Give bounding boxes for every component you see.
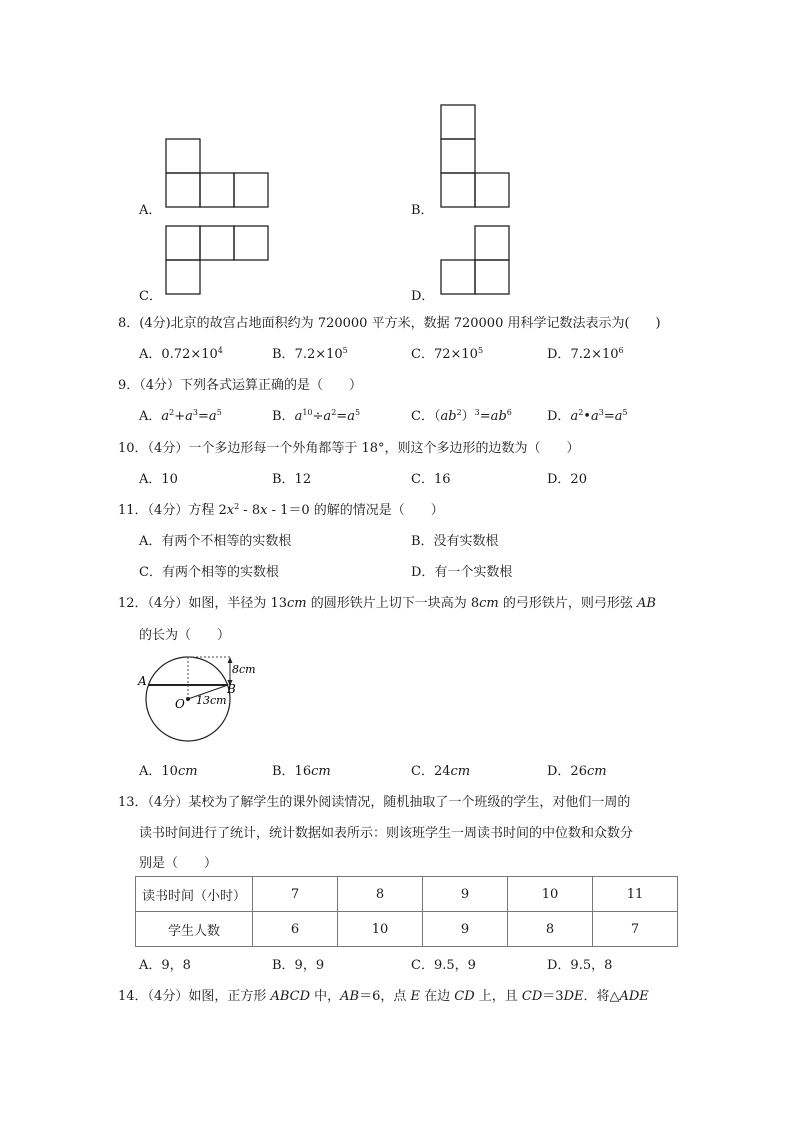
q8-option-d: D．$7.2\times 10^6$: [547, 346, 624, 362]
q11-option-d: D．有一个实数根: [411, 565, 513, 580]
q13-stem-line2: 读书时间进行了统计，统计数据如表所示：则该班学生一周读书时间的中位数和众数分: [139, 826, 634, 841]
q7-option-b-label: B．: [411, 203, 434, 218]
q12-circle-figure: [135, 648, 265, 748]
table-cell: 10: [338, 912, 423, 947]
q11-option-a: A．有两个不相等的实数根: [139, 534, 292, 549]
table-cell: 8: [508, 912, 593, 947]
q13-stem-line1: 13．（4分）某校为了解学生的课外阅读情况，随机抽取了一个班级的学生，对他们一周的: [118, 795, 631, 810]
table-cell: 7: [253, 877, 338, 912]
q12-option-c: C．24cm: [411, 764, 471, 779]
table-cell: 11: [593, 877, 678, 912]
table-cell: 9: [423, 912, 508, 947]
q7-figure-a: [165, 138, 271, 210]
q7-figure-b: [440, 104, 512, 210]
q7-option-c-label: C．: [139, 289, 162, 304]
q12-label-b: B: [227, 682, 236, 696]
q12-option-d: D．26cm: [547, 764, 607, 779]
q12-label-a: A: [138, 674, 147, 688]
q9-stem: 9．（4分）下列各式运算正确的是（ ）: [118, 378, 363, 393]
q12-option-a: A．10cm: [139, 764, 198, 779]
q10-option-a: A．10: [139, 472, 178, 487]
table-cell: 9: [423, 877, 508, 912]
q13-option-a: A．9，8: [139, 958, 191, 973]
table-row: [136, 912, 678, 947]
q7-option-d-label: D．: [411, 289, 435, 304]
q9-option-c: C．$(ab^2)^3=ab^6$: [411, 408, 512, 424]
q10-option-d: D．20: [547, 472, 587, 487]
q12-label-13cm: 13cm: [196, 694, 227, 707]
q10-option-c: C．16: [411, 472, 451, 487]
q10-stem: 10．（4分）一个多边形每一个外角都等于 18°，则这个多边形的边数为（ ）: [118, 441, 580, 456]
q13-stats-table: [135, 876, 678, 947]
q13-stem-line3: 别是（ ）: [139, 856, 218, 871]
q12-center-point: [186, 697, 190, 701]
q12-stem-line2: 的长为（ ）: [139, 628, 231, 643]
q10-option-b: B．12: [272, 472, 312, 487]
table-cell: 6: [253, 912, 338, 947]
q12-option-b: B．16cm: [272, 764, 331, 779]
table-header-student-count: 学生人数: [136, 912, 253, 947]
q12-stem-line1: 12．（4分）如图，半径为 13cm 的圆形铁片上切下一块高为 8cm 的弓形铁片，则弓形弦 AB: [118, 596, 656, 611]
table-row: [136, 877, 678, 912]
q11-option-c: C．有两个相等的实数根: [139, 565, 279, 580]
q13-option-d: D．9.5，8: [547, 958, 613, 973]
table-cell: 10: [508, 877, 593, 912]
q9-option-a: A．$a^2+a^3=a^5$: [139, 408, 222, 424]
q13-option-b: B．9，9: [272, 958, 325, 973]
table-cell: 8: [338, 877, 423, 912]
table-cell: 7: [593, 912, 678, 947]
q8-stem: 8．(4分)北京的故宫占地面积约为 720000 平方米，数据 720000 用科学记数法表示为( ): [118, 316, 661, 331]
q14-stem: 14．（4分）如图，正方形 ABCD 中，AB＝6，点 E 在边 CD 上，且 CD＝3DE．将△ADE: [118, 989, 649, 1004]
q12-label-o: O: [175, 697, 185, 711]
q9-option-d: D．$a^2•a^3=a^5$: [547, 408, 628, 424]
q12-label-8cm: 8cm: [232, 663, 256, 676]
q11-stem: 11．（4分）方程 $2x^2 - 8x - 1=0$ 的解的情况是（ ）: [118, 502, 444, 518]
q9-option-b: B．$a^{10}\div a^2=a^5$: [272, 408, 361, 424]
q8-option-c: C．$72\times 10^5$: [411, 346, 484, 362]
table-header-reading-time: 读书时间（小时）: [136, 877, 253, 912]
q11-option-b: B．没有实数根: [411, 534, 499, 549]
q8-option-a: A．$0.72\times 10^4$: [139, 346, 223, 362]
q7-figure-c: [165, 225, 271, 297]
q8-option-b: B．$7.2\times 10^5$: [272, 346, 348, 362]
q7-option-a-label: A．: [139, 203, 162, 218]
q7-figure-d: [440, 225, 512, 297]
q13-option-c: C．9.5，9: [411, 958, 476, 973]
